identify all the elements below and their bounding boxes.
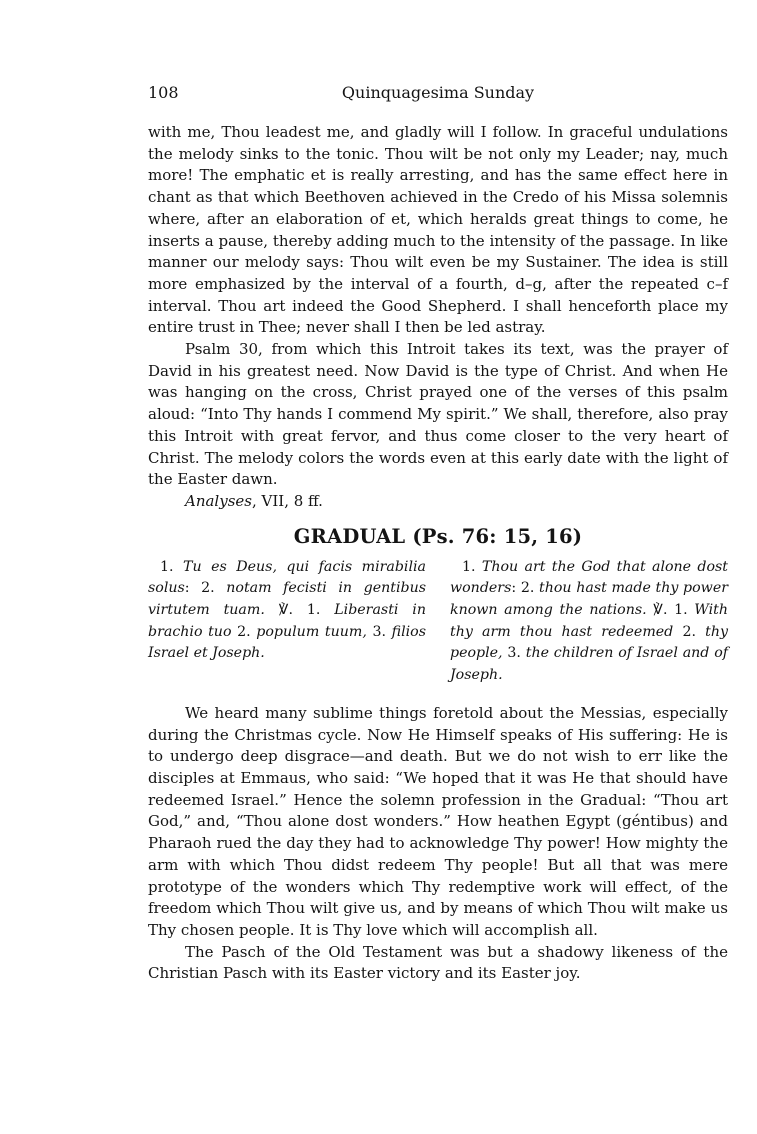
paragraph-messias: We heard many sublime things foretold about the Messias, especially during the Christmas cycle. Now He Himself speaks of His suffering: He is to undergo deep disgrace—and death. But we do not wish to err like the disciples at Emmaus, who said: “We hoped that it was He that should have redeemed Israel.” Hence the solemn profession in the Gradual: “Thou art God,” and, “Thou alone dost wonders.” How heathen Egypt (géntibus) and Pharaoh rued the day they had to acknowledge Thy power! How mighty the arm with which Thou didst redeem Thy people! But all that was mere prototype of the wonders which Thy redemptive work will effect, of the freedom which Thou wilt give us, and by means of which Thou wilt make us Thy chosen people. It is Thy love which will accomplish all. (148, 703, 728, 939)
reference-line (148, 491, 728, 513)
paragraph-pasch: The Pasch of the Old Testament was but a shadowy likeness of the Christian Pasch with its Easter victory and its Easter joy. (148, 942, 728, 983)
page-number: 108 (148, 83, 179, 102)
gradual-english: 1. Thou art the God that alone dost wonders: 2. thou hast made thy power known among the nations. ℣. 1. With thy arm thou hast redeemed 2. thy people, 3. the children of Israel and of Joseph. (450, 558, 729, 684)
reference-rest: , VII, 8 ff. (251, 491, 323, 510)
reference-work: Analyses (185, 491, 252, 510)
book-page (148, 82, 728, 985)
gradual-latin: 1. Tu es Deus, qui facis mirabilia solus: 2. notam fecisti in gentibus virtutem tuam. ℣. 1. Liberasti in brachio tuo 2. populum tuum, 3. filios Israel et Joseph. (148, 558, 427, 662)
gradual-columns (148, 557, 728, 687)
page-header (148, 82, 728, 104)
running-head: Quinquagesima Sunday (341, 83, 535, 102)
gradual-heading: GRADUAL (Ps. 76: 15, 16) (293, 524, 583, 548)
paragraph-psalm-30: Psalm 30, from which this Introit takes its text, was the prayer of David in his greatest need. Now David is the type of Christ. And when He was hanging on the cross, Christ prayed one of the verses of this psalm aloud: “Into Thy hands I commend My spirit.” We shall, therefore, also pray this Introit with great fervor, and thus come closer to the very heart of Christ. The melody colors the words even at this early date with the light of the Easter dawn. (148, 340, 728, 489)
paragraph-continuation: with me, Thou leadest me, and gladly will I follow. In graceful undulations the melody sinks to the tonic. Thou wilt be not only my Leader; nay, much more! The emphatic et is really arresting, and has the same effect here in chant as that which Beethoven achieved in the Credo of his Missa solemnis where, after an elaboration of et, which heralds great things to come, he inserts a pause, thereby adding much to the intensity of the passage. In like manner our melody says: Thou wilt even be my Sustainer. The idea is still more emphasized by the interval of a fourth, d–g, after the repeated c–f interval. Thou art indeed the Good Shepherd. I shall henceforth place my entire trust in Thee; never shall I then be led astray. (148, 123, 728, 337)
